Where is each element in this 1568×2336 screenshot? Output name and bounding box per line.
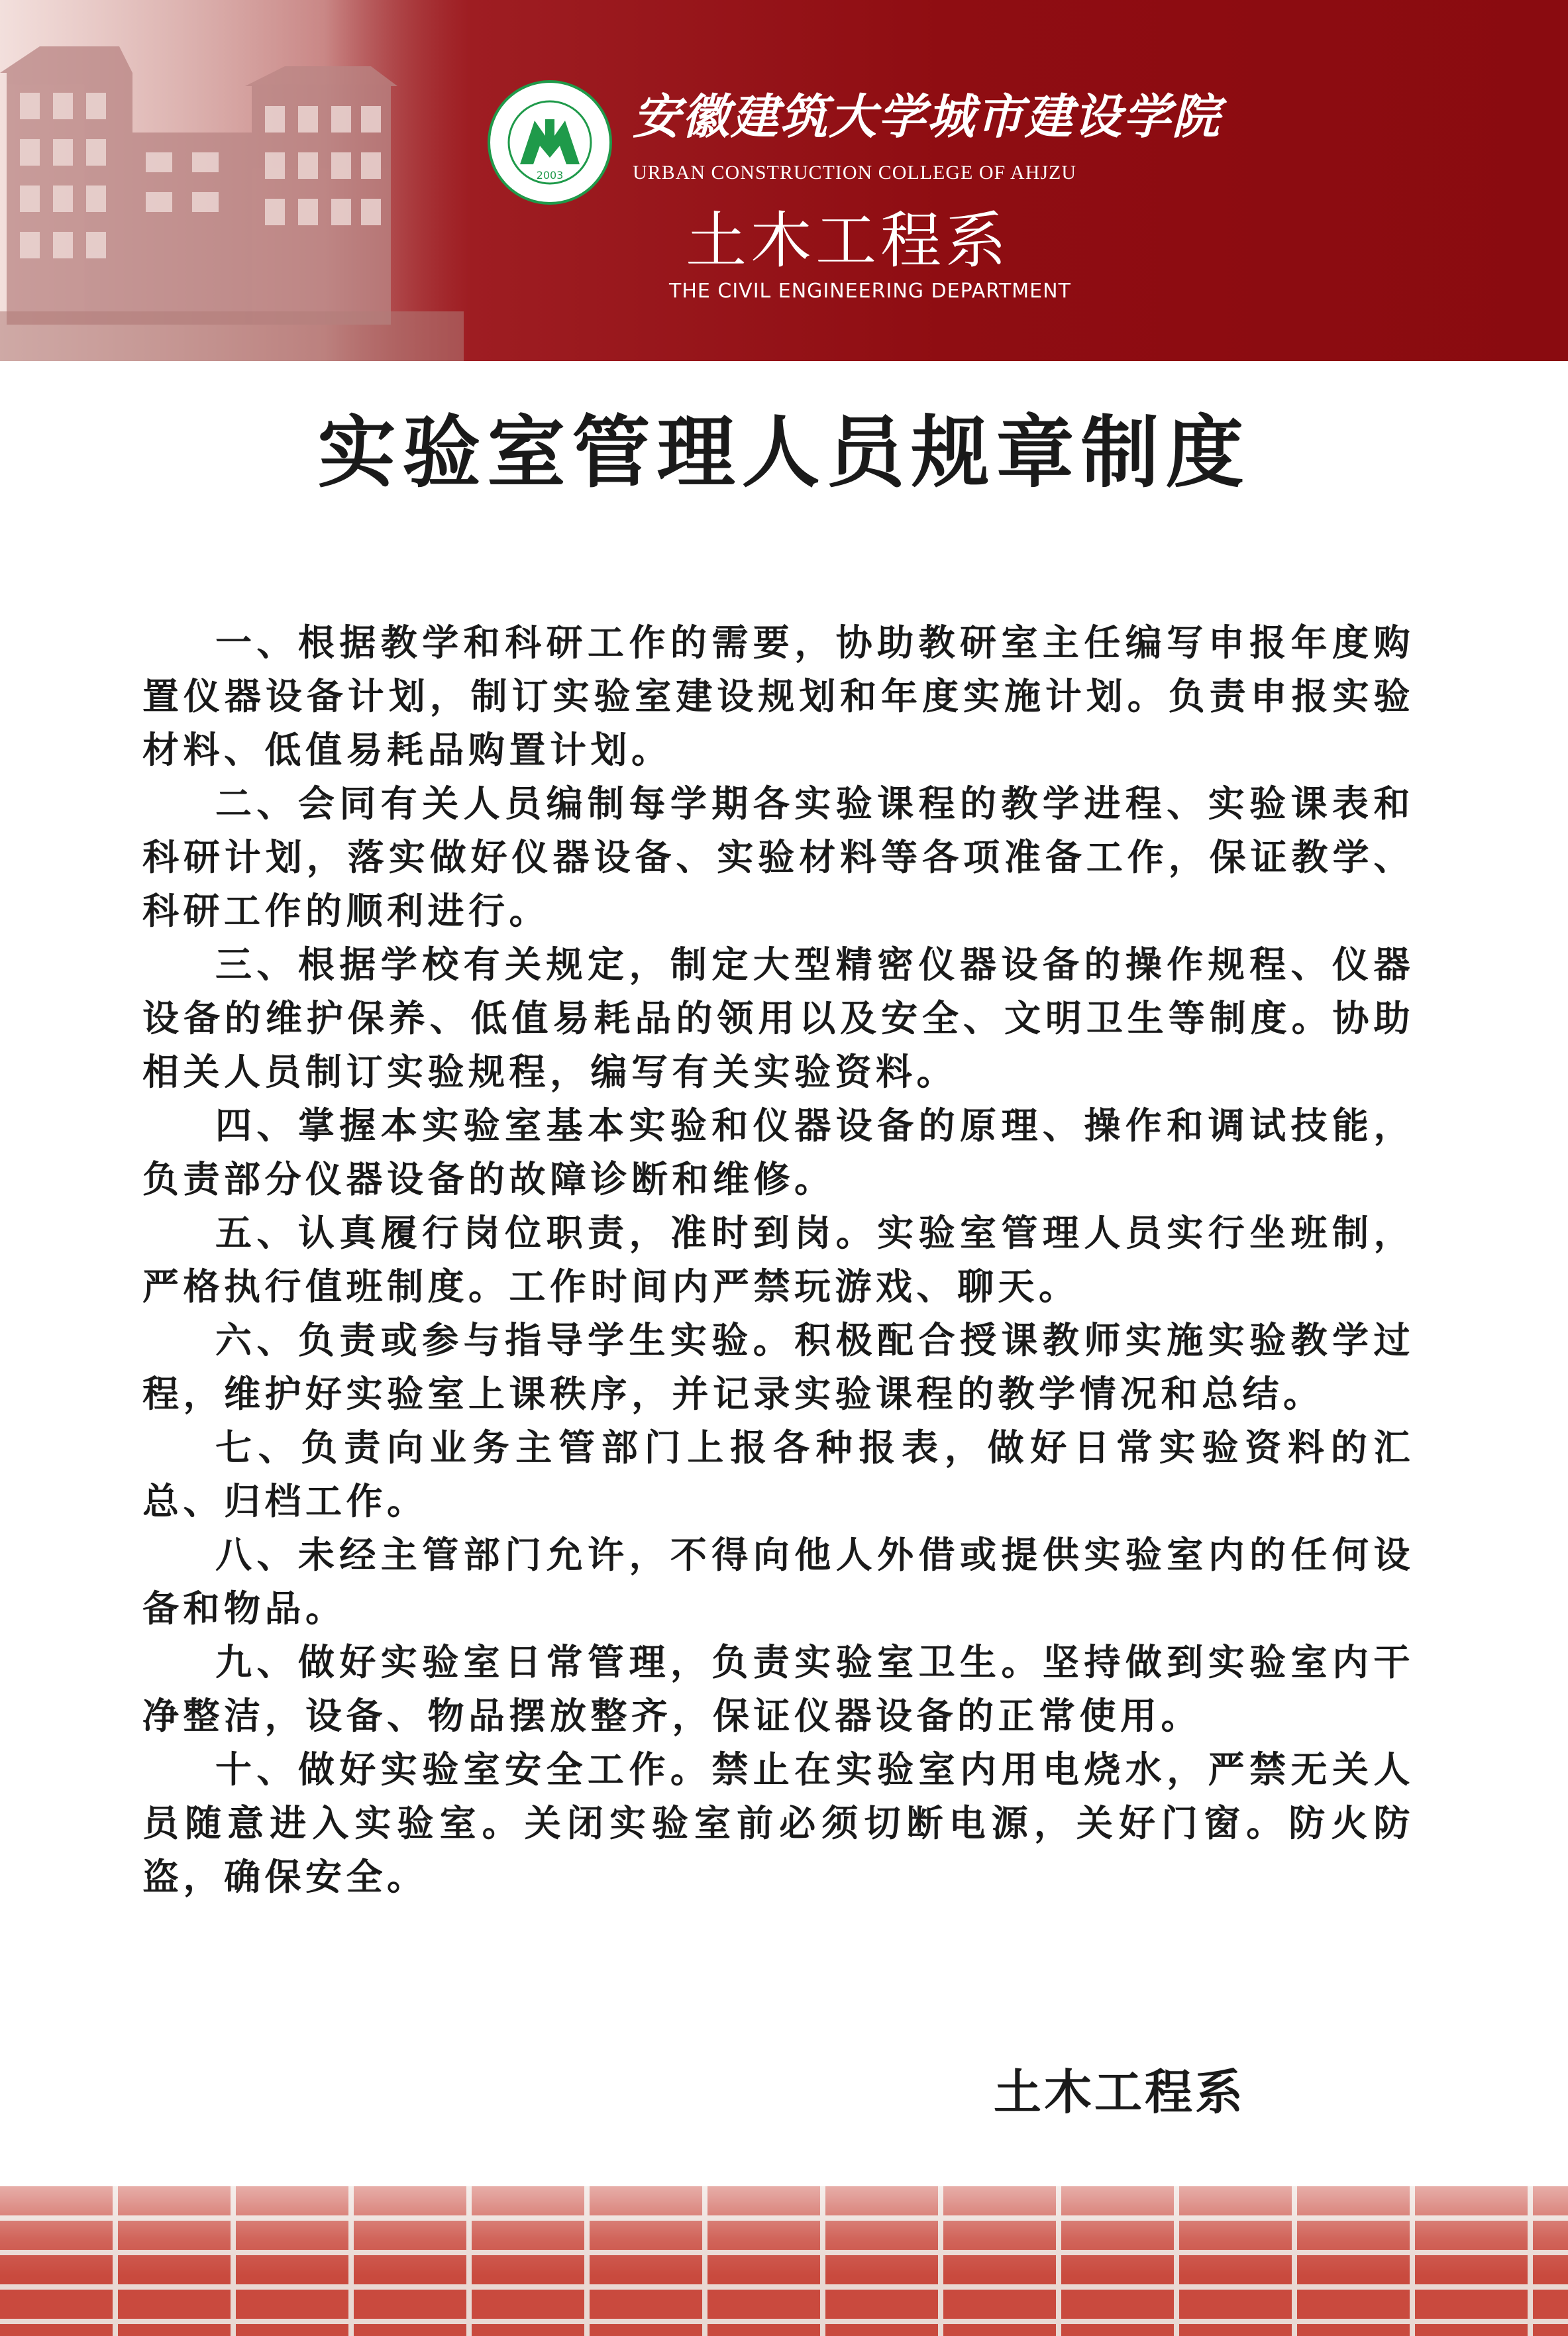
regulation-item-6: 六、负责或参与指导学生实验。积极配合授课教师实施实验教学过程，维护好实验室上课秩序，并记录实验课程的教学情况和总结。 (142, 1319, 1414, 1415)
regulation-item-4: 四、掌握本实验室基本实验和仪器设备的原理、操作和调试技能，负责部分仪器设备的故障诊断和维修。 (142, 1104, 1414, 1200)
regulation-item-10: 十、做好实验室安全工作。禁止在实验室内用电烧水，严禁无关人员随意进入实验室。关闭实验室前必须切断电源，关好门窗。防火防盗，确保安全。 (142, 1748, 1414, 1898)
college-name-en: URBAN CONSTRUCTION COLLEGE OF AHJZU (633, 162, 1077, 184)
logo-year: 2003 (536, 169, 564, 182)
regulation-item-8: 八、未经主管部门允许，不得向他人外借或提供实验室内的任何设备和物品。 (142, 1534, 1414, 1630)
department-signature: 土木工程系 (994, 2064, 1246, 2120)
regulation-item-3: 三、根据学校有关规定，制定大型精密仪器设备的操作规程、仪器设备的维护保养、低值易耗品的领用以及安全、文明卫生等制度。协助相关人员制订实验规程，编写有关实验资料。 (142, 943, 1414, 1093)
regulation-item-7: 七、负责向业务主管部门上报各种报表，做好日常实验资料的汇总、归档工作。 (142, 1426, 1414, 1522)
brick-wall-footer (0, 2186, 1568, 2336)
regulation-item-9: 九、做好实验室日常管理，负责实验室卫生。坚持做到实验室内干净整洁，设备、物品摆放整齐，保证仪器设备的正常使用。 (142, 1641, 1414, 1737)
regulation-item-2: 二、会同有关人员编制每学期各实验课程的教学进程、实验课表和科研计划，落实做好仪器设备、实验材料等各项准备工作，保证教学、科研工作的顺利进行。 (142, 782, 1414, 932)
header-banner (0, 0, 1568, 361)
college-seal-logo-icon (487, 80, 613, 205)
regulation-item-1: 一、根据教学和科研工作的需要，协助教研室主任编写申报年度购置仪器设备计划，制订实验室建设规划和年度实施计划。负责申报实验材料、低值易耗品购置计划。 (142, 621, 1414, 771)
campus-building-image (0, 0, 464, 361)
document-title: 实验室管理人员规章制度 (317, 406, 1251, 498)
department-name-cn: 土木工程系 (686, 205, 1011, 276)
college-name-cn: 安徽建筑大学城市建设学院 (633, 88, 1222, 144)
department-name-en: THE CIVIL ENGINEERING DEPARTMENT (669, 280, 1071, 303)
regulation-body (142, 616, 1414, 1904)
regulation-item-5: 五、认真履行岗位职责，准时到岗。实验室管理人员实行坐班制，严格执行值班制度。工作时间内严禁玩游戏、聊天。 (142, 1212, 1414, 1308)
